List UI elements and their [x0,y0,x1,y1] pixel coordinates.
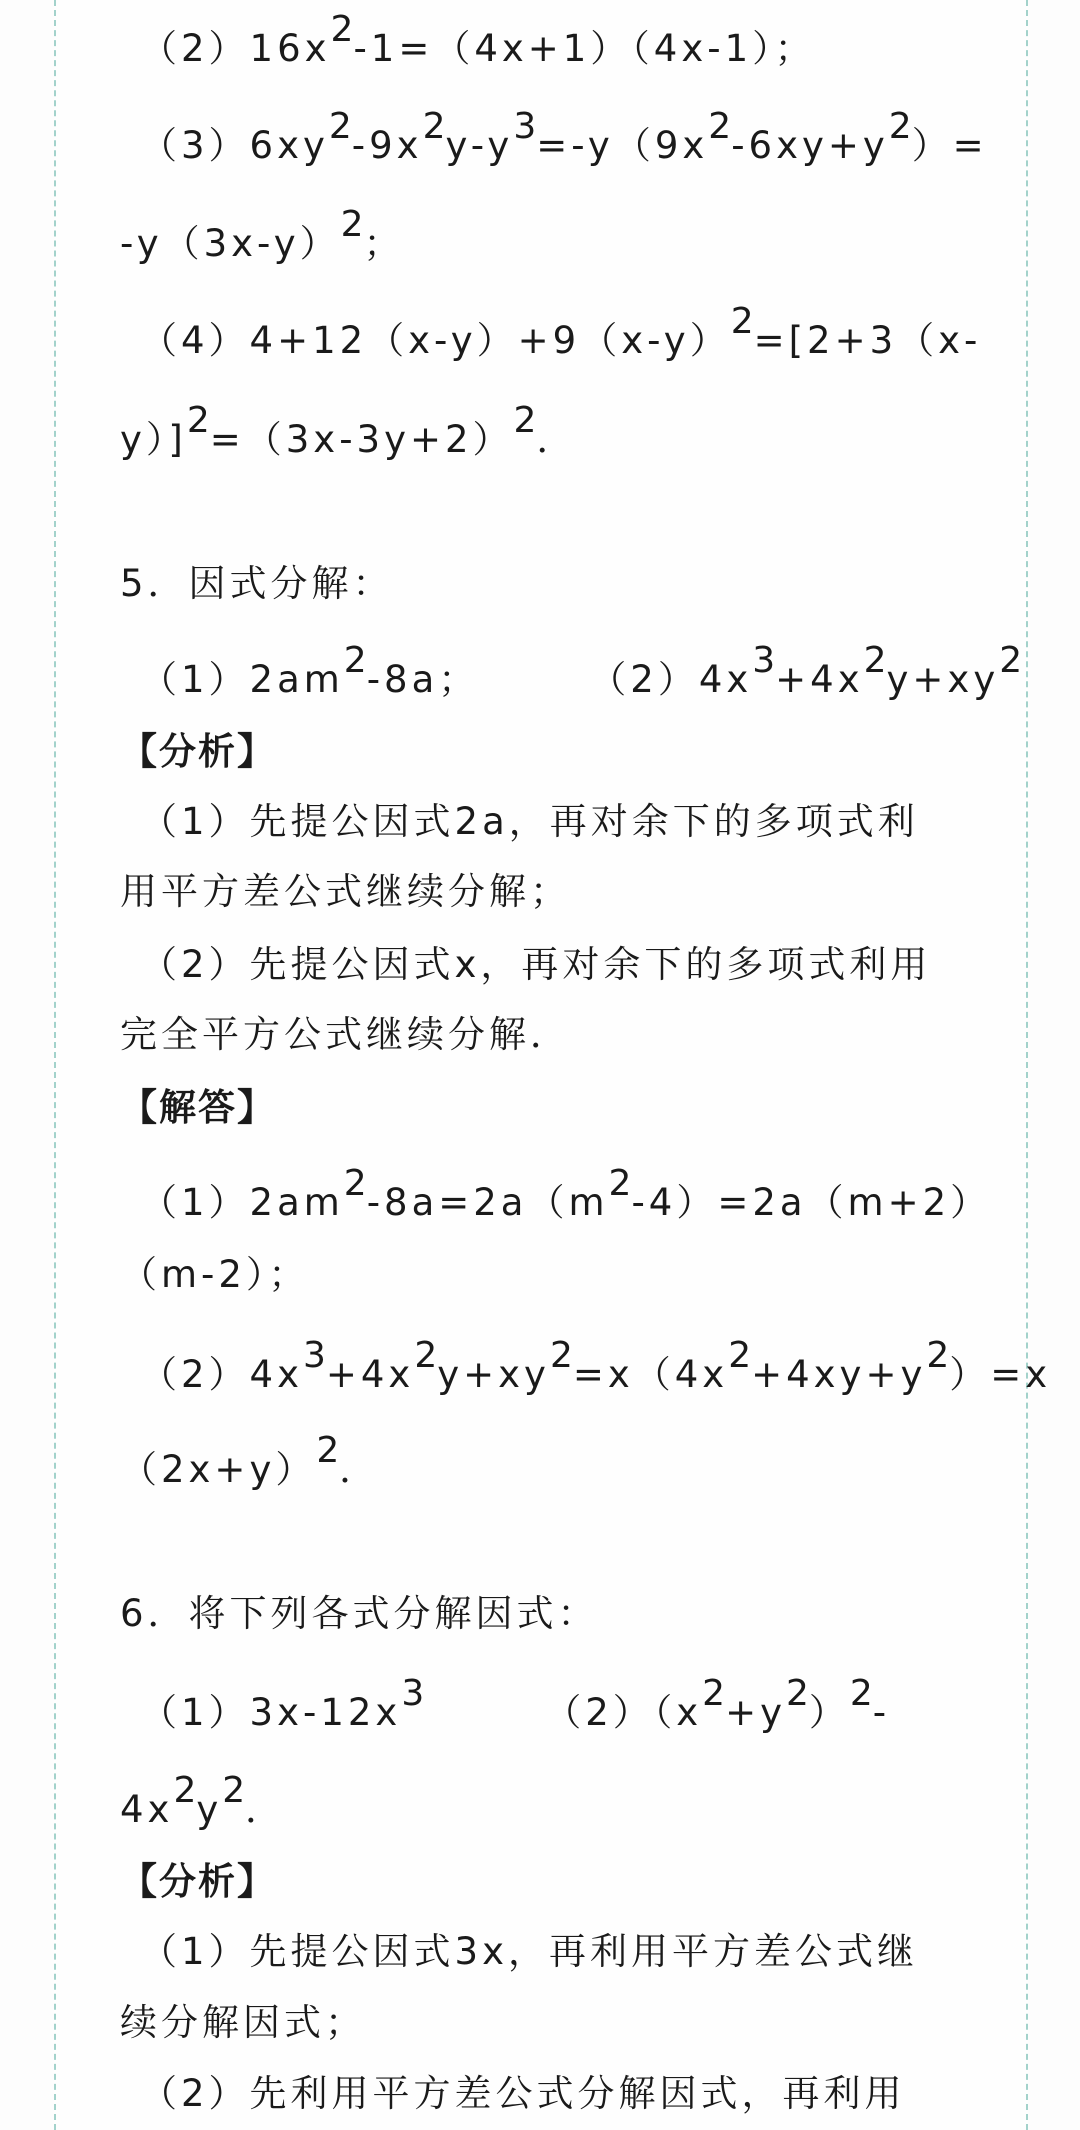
q6-title: 6．将下列各式分解因式： [120,1592,599,1635]
text: -8a； [366,658,480,701]
q5-answer-2a [140,1335,1052,1396]
text: -9x [351,124,423,167]
q6-analysis-1a: （1）先提公因式3x，再利用平方差公式继 [140,1930,918,1973]
text: （2x+y） [120,1448,317,1491]
exponent: 2 [343,1163,367,1205]
q5-analysis-2b: 完全平方公式继续分解． [120,1013,571,1056]
exponent: 2 [330,9,354,51]
q6-items-b [120,1770,287,1831]
text: （1）2am [140,658,344,701]
text: ． [339,1448,381,1491]
text: +4x [325,1353,415,1396]
q5-title: 5．因式分解： [120,562,394,605]
q6-analysis-2a: （2）先利用平方差公式分解因式，再利用 [140,2072,906,2115]
text: ． [245,1788,287,1831]
q5-answer-1b: （m-2）； [120,1253,310,1296]
exponent: 2 [186,400,210,442]
q5-answer-1a [140,1163,992,1224]
text: （1）3x-12x [140,1691,402,1734]
text: ）= [911,124,988,167]
q5-analysis-label: 【分析】 [120,730,276,773]
text: ） [808,1691,850,1734]
text: 4x [120,1788,174,1831]
q4-part3-line1 [140,106,988,167]
text: -8a=2a（m [366,1181,609,1224]
exponent: 2 [513,400,537,442]
exponent: 2 [328,106,352,148]
exponent: 2 [422,106,446,148]
text: ）=x [949,1353,1052,1396]
exponent: 2 [728,1335,752,1377]
q6-analysis-label: 【分析】 [120,1860,276,1903]
exponent: 2 [863,640,887,682]
text: y+xy [886,658,1000,701]
text: （2）4x [140,1353,303,1396]
exponent: 3 [752,640,776,682]
exponent: 2 [549,1335,573,1377]
text: y）] [120,418,187,461]
text: y-y [445,124,514,167]
text: ； [363,222,405,265]
exponent: 2 [785,1673,809,1715]
q5-answer-2b [120,1430,381,1491]
text: +y [725,1691,786,1734]
text: =（3x-3y+2） [209,418,514,461]
exponent: 3 [302,1335,326,1377]
exponent: 2 [708,106,732,148]
exponent: 2 [343,640,367,682]
exponent: 3 [513,106,537,148]
text: - [872,1691,891,1734]
text: （2）（x [544,1691,703,1734]
exponent: 2 [849,1673,873,1715]
text: -1=（4x+1）（4x-1）； [353,27,816,70]
exponent: 2 [316,1430,340,1472]
text: y+xy [437,1353,550,1396]
text: y [196,1788,223,1831]
text: =[2+3（x- [753,319,982,362]
q5-answer-label: 【解答】 [120,1086,276,1129]
text: =-y（9x [536,124,709,167]
q6-analysis-1b: 续分解因式； [120,2001,366,2044]
q6-items [140,1673,891,1734]
exponent: 2 [999,640,1023,682]
exponent: 2 [340,204,364,246]
text: +4x [775,658,864,701]
exponent: 2 [608,1163,632,1205]
text: （2）16x [140,27,331,70]
text: （1）2am [140,1181,344,1224]
exponent: 2 [702,1673,726,1715]
q5-analysis-1b: 用平方差公式继续分解； [120,870,571,913]
text: ． [536,418,578,461]
q4-part3-line2 [120,204,405,265]
text: （4）4+12（x-y）+9（x-y） [140,319,731,362]
exponent: 3 [401,1673,425,1715]
q5-analysis-1a: （1）先提公因式2a，再对余下的多项式利 [140,800,919,843]
exponent: 2 [414,1335,438,1377]
q5-items [140,640,1023,701]
exponent: 2 [926,1335,950,1377]
text: -y（3x-y） [120,222,341,265]
q4-part4-line1 [140,301,982,362]
exponent: 2 [888,106,912,148]
text: （3）6xy [140,124,329,167]
text: （2）4x [589,658,753,701]
text: -6xy+y [731,124,889,167]
q4-part2 [140,9,816,70]
exponent: 2 [222,1770,246,1812]
q5-analysis-2a: （2）先提公因式x，再对余下的多项式利用 [140,943,932,986]
text: -4）=2a（m+2） [631,1181,992,1224]
text: +4xy+y [751,1353,927,1396]
exponent: 2 [730,301,754,343]
text: =x（4x [572,1353,729,1396]
exponent: 2 [173,1770,197,1812]
q4-part4-line2 [120,400,578,461]
